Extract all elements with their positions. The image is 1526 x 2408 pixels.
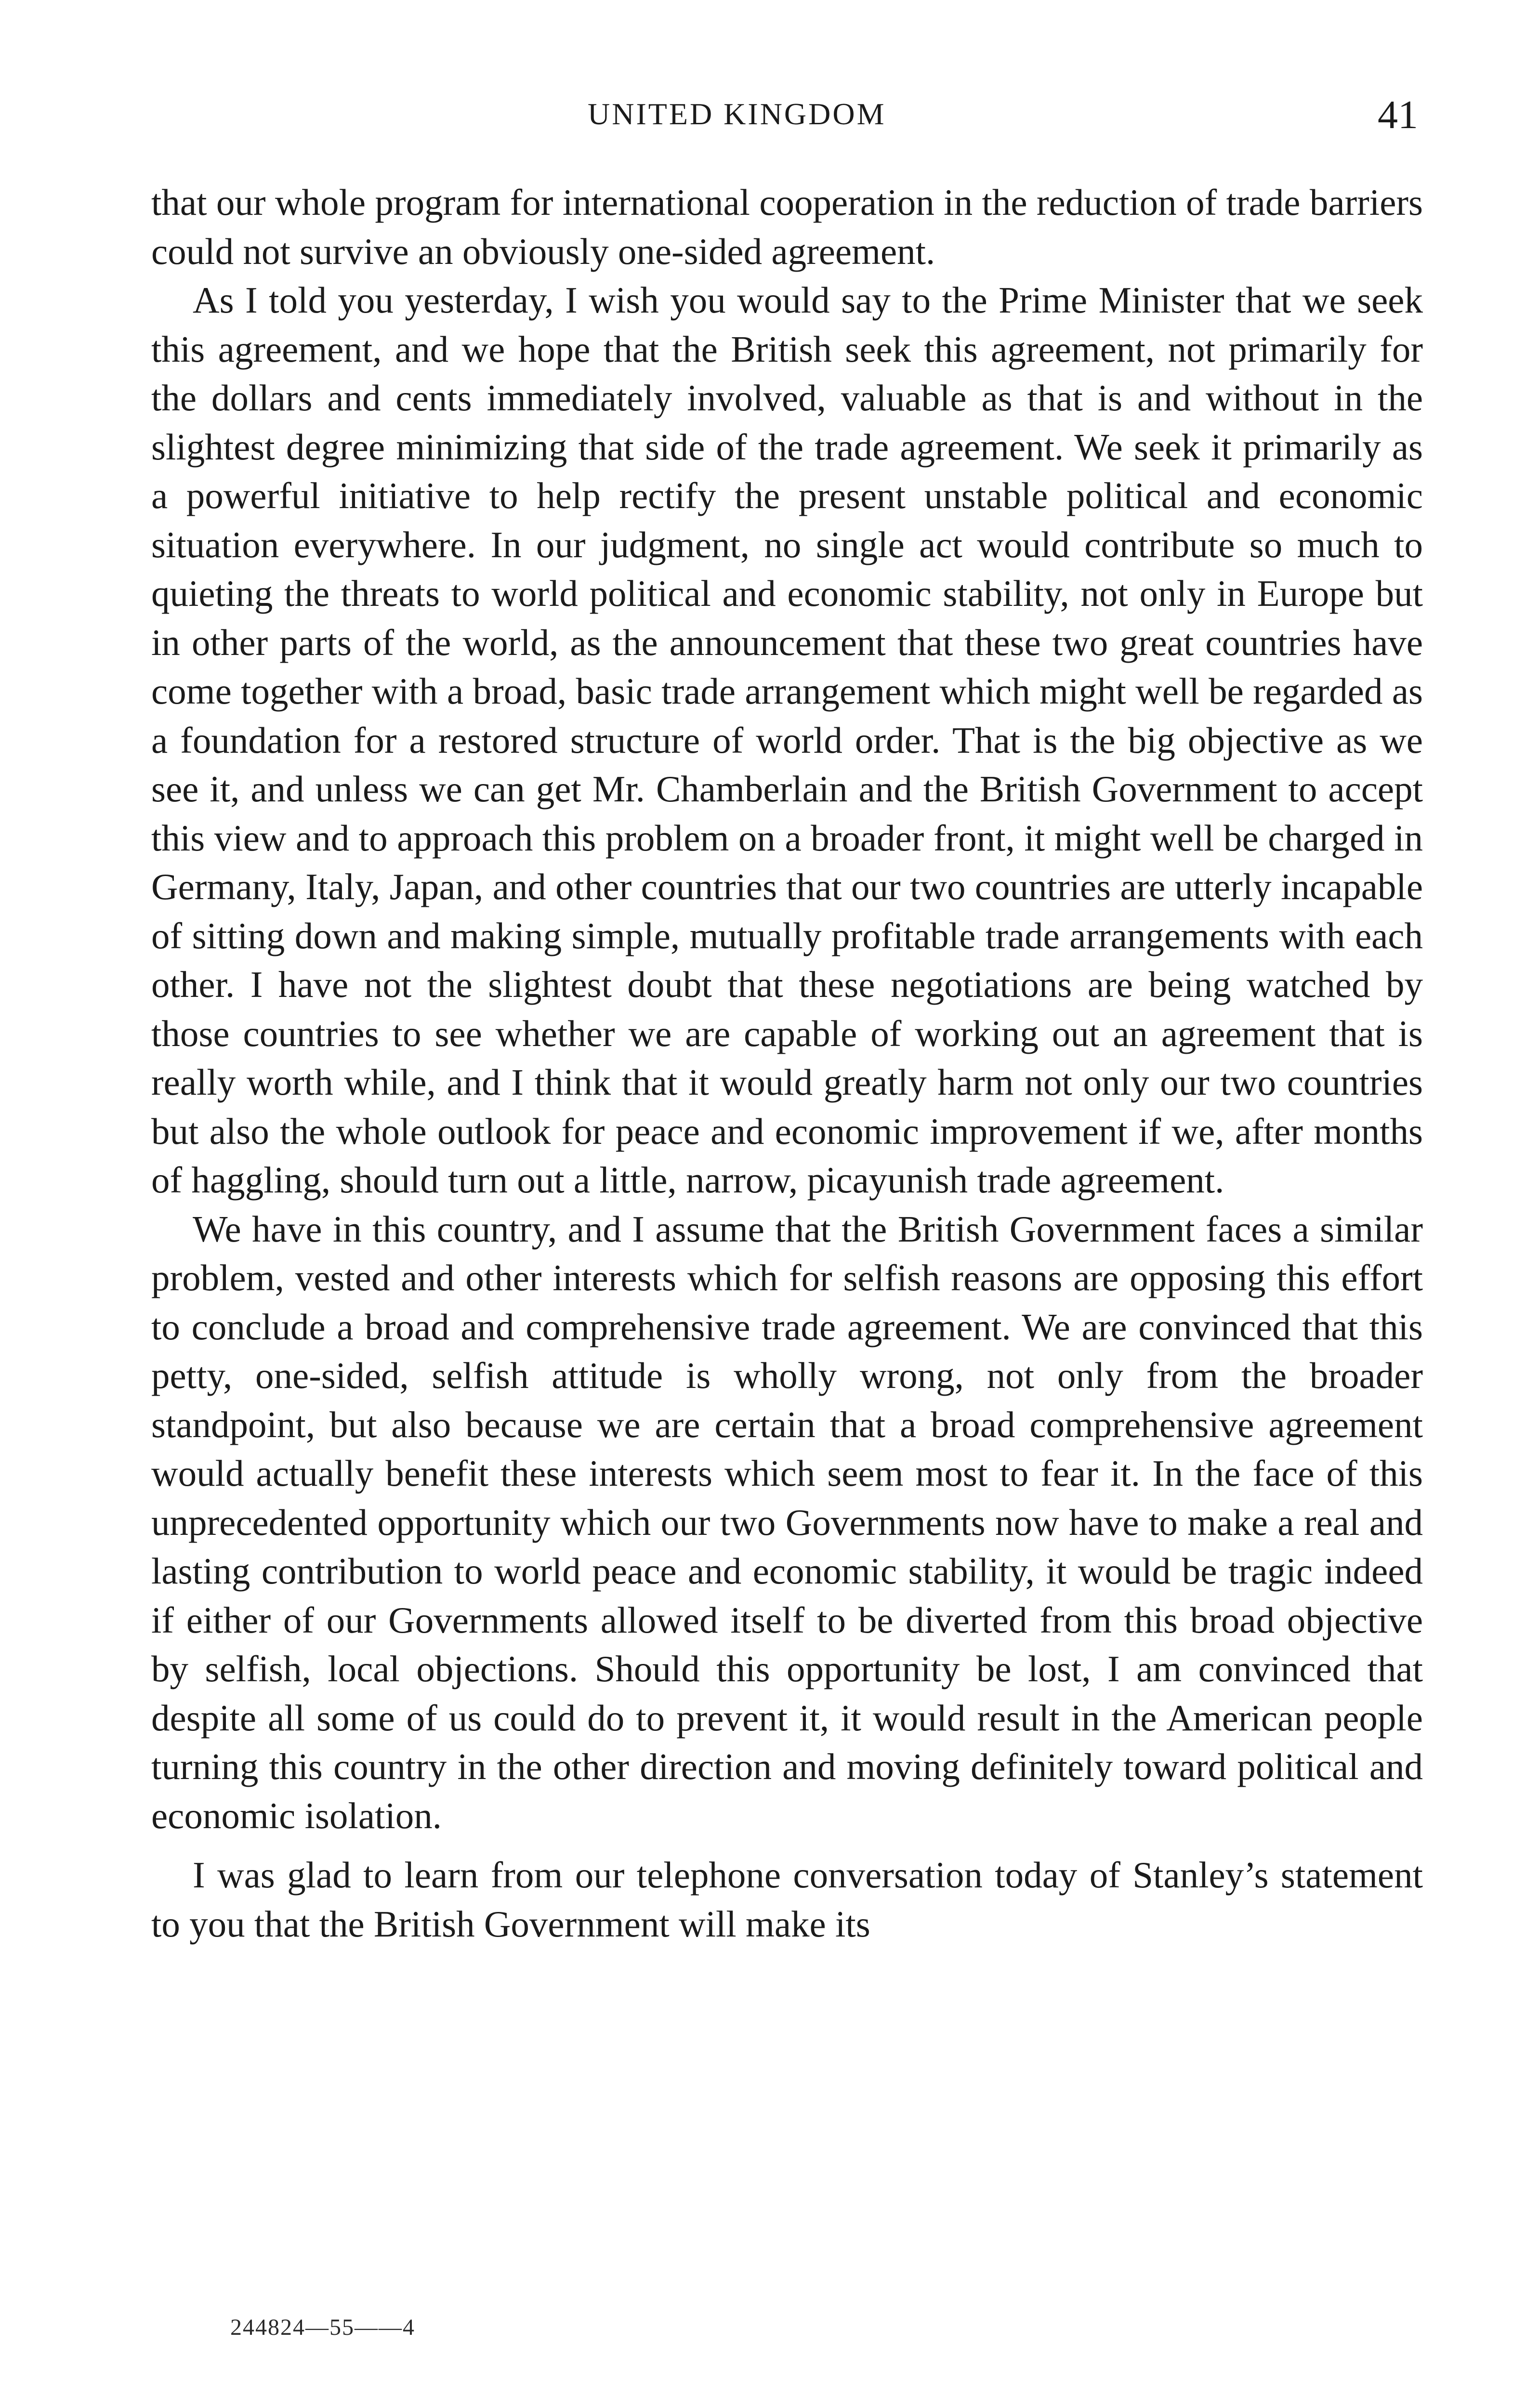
printer-signature: 244824—55——4 — [230, 2315, 415, 2340]
paragraph: We have in this country, and I assume that the British Government faces a similar problem, vested and other interests which for selfish reasons are opposing this effort to conclude a broad and comprehensive trade agreement. We are convinced that this petty, one-sided, selfish attitude is wholly wrong, not only from the broader standpoint, but also because we are certain that a broad comprehensive agreement would actually benefit these interests which seem most to fear it. In the face of this unprecedented opportunity which our two Governments now have to make a real and lasting contribution to world peace and economic stability, it would be tragic indeed if either of our Governments allowed itself to be diverted from this broad objective by selfish, local objections. Should this opportunity be lost, I am convinced that despite all some of us could do to prevent it, it would result in the American people turning this country in the other direction and moving definitely toward political and economic isolation. — [151, 1208, 1423, 1836]
paragraph-continuation: that our whole program for international cooperation in the reduction of trade barriers could not survive an obviously one-sided agreement. — [151, 182, 1423, 272]
paragraph: As I told you yesterday, I wish you would say to the Prime Minister that we seek this agreement, and we hope that the British seek this agreement, not primarily for the dollars and cents immediately involved, valuable as that is and without in the slightest degree minimizing that side of the trade agreement. We seek it primarily as a powerful initiative to help rectify the present unstable political and economic situation everywhere. In our judgment, no single act would contribute so much to quieting the threats to world political and economic stability, not only in Europe but in other parts of the world, as the announcement that these two great countries have come together with a broad, basic trade arrangement which might well be regarded as a foundation for a restored structure of world order. That is the big objective as we see it, and unless we can get Mr. Chamberlain and the British Government to accept this view and to approach this problem on a broader front, it might well be charged in Germany, Italy, Japan, and other countries that our two countries are utterly incapable of sitting down and making simple, mutually profitable trade arrangements with each other. I have not the slightest doubt that these negotiations are being watched by those countries to see whether we are capable of working out an agreement that is really worth while, and I think that it would greatly harm not only our two countries but also the whole outlook for peace and economic improvement if we, after months of haggling, should turn out a little, narrow, picayunish trade agreement. — [151, 279, 1423, 1201]
paragraph: I was glad to learn from our telephone conversation today of Stanley’s statement to you that the British Government will make its — [151, 1854, 1423, 1945]
page-number: 41 — [1378, 92, 1418, 137]
body-text — [151, 178, 1423, 1949]
running-title: UNITED KINGDOM — [588, 97, 886, 131]
